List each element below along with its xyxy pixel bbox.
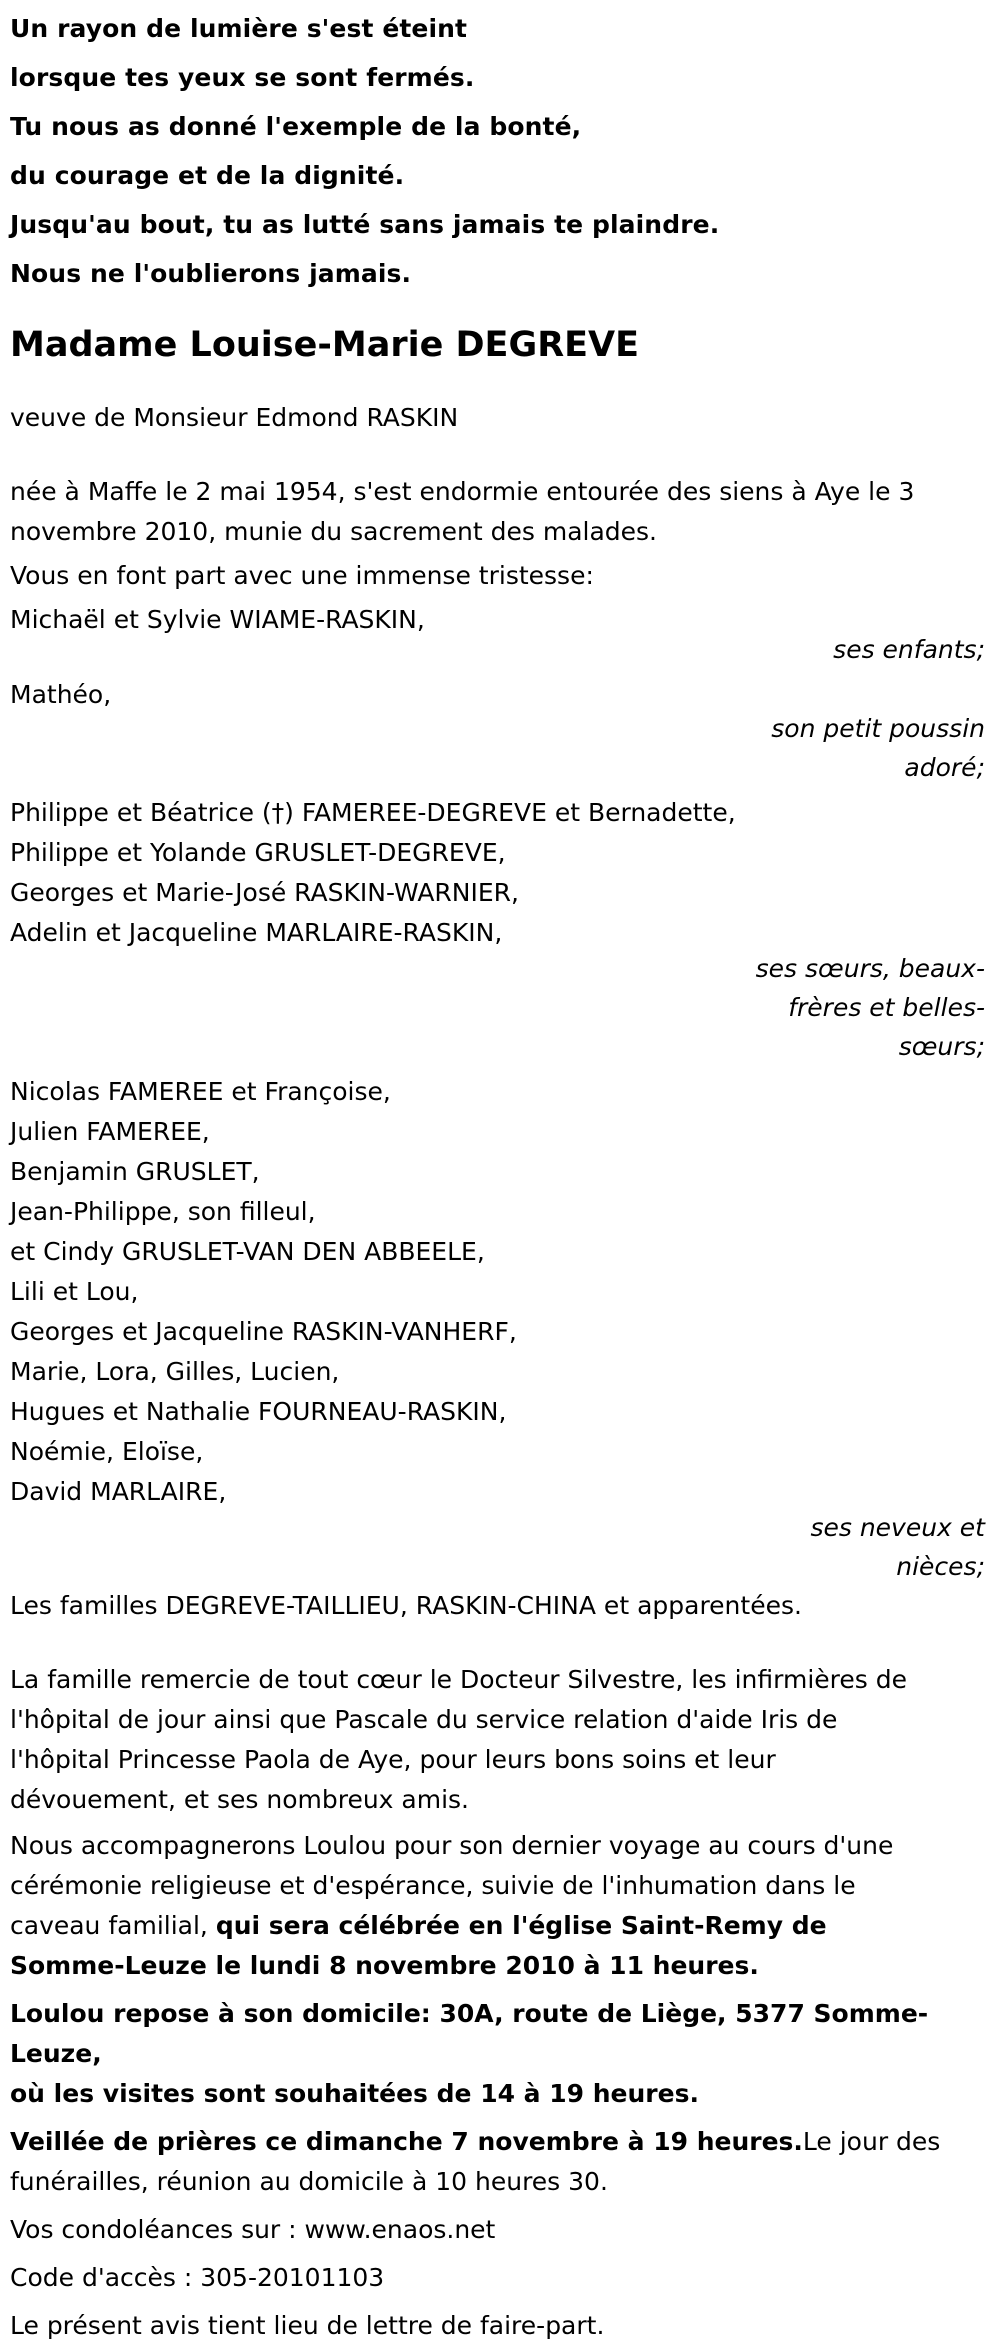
announcement: Vous en font part avec une immense tristesse: — [10, 561, 594, 590]
family-member: Georges et Jacqueline RASKIN-VANHERF, — [10, 1317, 517, 1346]
poem-line: Tu nous as donné l'exemple de la bonté, — [10, 112, 582, 141]
family-member: Adelin et Jacqueline MARLAIRE-RASKIN, — [10, 918, 503, 947]
birth-death-line: novembre 2010, munie du sacrement des malades. — [10, 517, 657, 546]
family-member: Julien FAMEREE, — [10, 1117, 210, 1146]
family-member: Lili et Lou, — [10, 1277, 139, 1306]
vigil-paragraph — [10, 2122, 990, 2202]
birth-death-info — [10, 472, 990, 552]
thanks-line: l'hôpital Princesse Paola de Aye, pour leurs bons soins et leur — [10, 1745, 776, 1774]
relationship-line: son petit poussin — [771, 714, 985, 743]
thanks-line: dévouement, et ses nombreux amis. — [10, 1785, 469, 1814]
relationship-line: nièces; — [896, 1552, 985, 1581]
birth-death-line: née à Maffe le 2 mai 1954, s'est endormie entourée des siens à Aye le 3 — [10, 477, 915, 506]
deceased-name: Madame Louise-Marie DEGREVE — [10, 325, 640, 365]
family-member: Philippe et Yolande GRUSLET-DEGREVE, — [10, 838, 506, 867]
extended-families: Les familles DEGREVE-TAILLIEU, RASKIN-CHINA et apparentées. — [10, 1591, 802, 1620]
family-member: Georges et Marie-José RASKIN-WARNIER, — [10, 878, 519, 907]
ceremony-paragraph — [10, 1826, 990, 1986]
poem-line: Jusqu'au bout, tu as lutté sans jamais te plaindre. — [10, 210, 720, 239]
relationship-line: sœurs; — [898, 1032, 985, 1061]
poem-line: Nous ne l'oublierons jamais. — [10, 259, 412, 288]
vigil-line: funérailles, réunion au domicile à 10 heures 30. — [10, 2167, 608, 2196]
relationship-line: frères et belles- — [788, 993, 985, 1022]
closing-note: Le présent avis tient lieu de lettre de faire-part. — [10, 2311, 605, 2340]
repose-line: Loulou repose à son domicile: 30A, route de Liège, 5377 Somme-Leuze, — [10, 1999, 929, 2068]
relationship-line: adoré; — [904, 753, 985, 782]
repose-paragraph — [10, 1994, 990, 2114]
ceremony-line — [10, 1906, 990, 1946]
family-member: Nicolas FAMEREE et Françoise, — [10, 1077, 391, 1106]
family-member: Benjamin GRUSLET, — [10, 1157, 260, 1186]
thanks-paragraph — [10, 1660, 990, 1820]
vigil-line — [10, 2122, 990, 2162]
poem-line: lorsque tes yeux se sont fermés. — [10, 63, 475, 92]
condolences-link: Vos condoléances sur : www.enaos.net — [10, 2215, 496, 2244]
vigil-plain: Le jour des — [802, 2127, 941, 2156]
family-group-siblings — [10, 793, 990, 1066]
family-member: Hugues et Nathalie FOURNEAU-RASKIN, — [10, 1397, 507, 1426]
poem — [10, 4, 990, 298]
family-member: et Cindy GRUSLET-VAN DEN ABBEELE, — [10, 1237, 485, 1266]
poem-line: du courage et de la dignité. — [10, 161, 405, 190]
family-member: Noémie, Eloïse, — [10, 1437, 204, 1466]
ceremony-line: cérémonie religieuse et d'espérance, suivie de l'inhumation dans le — [10, 1871, 856, 1900]
obituary-notice — [0, 4, 990, 2346]
ceremony-line-start: caveau familial, — [10, 1911, 216, 1940]
family-member: David MARLAIRE, — [10, 1477, 227, 1506]
access-code: Code d'accès : 305-20101103 — [10, 2263, 385, 2292]
family-member: Michaël et Sylvie WIAME-RASKIN, — [10, 605, 425, 634]
thanks-line: La famille remercie de tout cœur le Docteur Silvestre, les infirmières de — [10, 1665, 907, 1694]
family-group-nephews-nieces — [10, 1072, 990, 1586]
relationship-label — [10, 709, 985, 787]
family-member: Philippe et Béatrice (†) FAMEREE-DEGREVE et Bernadette, — [10, 798, 736, 827]
relationship-line: ses neveux et — [810, 1513, 985, 1542]
poem-line: Un rayon de lumière s'est éteint — [10, 14, 468, 43]
ceremony-date: Somme-Leuze le lundi 8 novembre 2010 à 11 heures. — [10, 1951, 759, 1980]
relationship-label — [10, 1508, 985, 1586]
relationship-line: ses sœurs, beaux- — [755, 954, 985, 983]
family-member: Jean-Philippe, son filleul, — [10, 1197, 316, 1226]
relationship-label — [10, 949, 985, 1066]
family-member: Marie, Lora, Gilles, Lucien, — [10, 1357, 340, 1386]
ceremony-line: Nous accompagnerons Loulou pour son dernier voyage au cours d'une — [10, 1831, 894, 1860]
family-group-grandchild — [10, 675, 990, 787]
relationship-line: ses enfants; — [833, 635, 985, 664]
vigil-bold: Veillée de prières ce dimanche 7 novembre à 19 heures. — [10, 2127, 803, 2156]
family-member: Mathéo, — [10, 680, 112, 709]
ceremony-details-bold: qui sera célébrée en l'église Saint-Remy de — [215, 1911, 827, 1940]
repose-line: où les visites sont souhaitées de 14 à 19 heures. — [10, 2079, 699, 2108]
thanks-line: l'hôpital de jour ainsi que Pascale du service relation d'aide Iris de — [10, 1705, 838, 1734]
family-group-children — [10, 600, 990, 669]
widow-of: veuve de Monsieur Edmond RASKIN — [10, 403, 459, 432]
